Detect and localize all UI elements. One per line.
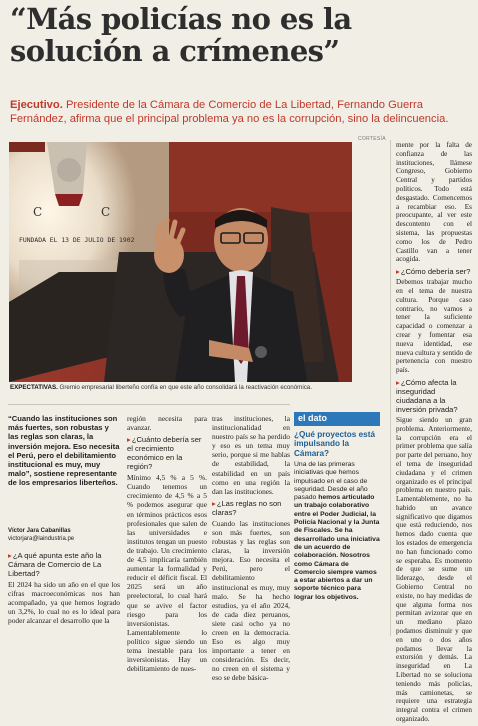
answer-4: Debemos trabajar mucho en el tema de nuestra cultura. Porque caso contrario, no vamos a tener la suficiente capacidad o comenzar a crear y fomentar esa nueva identidad, ese nueva cultura y sentido de pertenencia con nuestro país. [396,278,472,375]
lead-kicker: Ejecutivo. [10,99,63,111]
article-photo [9,142,352,382]
section-divider [8,404,290,405]
question-4: ▸ ¿Cómo debería ser? [396,267,472,276]
answer-1-continued: región necesita para avanzar. [127,414,207,433]
answer-2: Mínimo 4,5 % a 5 %. Cuando tenemos un crecimiento de 4,5 % a 5 % podemos asegurar que en términos prácticos esos profesionales que salen de las universidades e institutos tengan un puesto de trabajo. Un crecimiento de 4,5 implicaría también aumentar la formalidad y reducir el déficit fiscal. El 2025 será un año preelectoral, lo cual hará que se avive el factor riesgo para los inversionistas. Lamentablemente lo político sigue siendo un tema inestable para los inversionistas. Hay un debilitamiento de nues- [127,473,207,674]
headline-line-1: “Más policías no es la [10,2,352,36]
question-1: ▸ ¿A qué apunta este año la Cámara de Comercio de La Libertad? [8,551,120,578]
question-2: ▸ ¿Cuánto debería ser el crecimiento económico en la región? [127,435,207,471]
crest-letter-left: C [33,205,43,219]
dato-body [294,461,380,602]
lead-text: Presidente de la Cámara de Comercio de La Libertad, Fernando Guerra Fernández, afirma que el principal problema ya no es la corrupción, sino la delincuencia. [10,99,449,125]
lead-paragraph [10,98,472,126]
column-divider [390,140,391,636]
article-column-4 [396,141,472,726]
author-name: Víctor Jara Cabanillas [8,528,71,534]
dato-header-label: el dato [298,413,328,423]
dato-header [294,412,380,426]
answer-5: Sigue siendo un gran problema. Anteriormente, la corrupción era el primer problema que salía por parte del peruano, hoy el tema de inseguridad ciudadana y el crimen organizado es el principal problema en nuestro país. Lamentablemente, no ha habido un avance significativo que digamos que está reduciendo, nos hemos dado cuenta que los estados de emergencia no han funcionado como se esperaba. Es momento de que se sume un liderazgo, desde el Gobierno Central no existe, no hay medidas de que alguna forma nos permitan avizorar que en un mediano plazo podamos disminuir y que en uno o dos años podamos llevar la extorsión y demás. La inseguridad en La Libertad no se soluciona teniendo más policías, más camionetas, se requiere una estrategia integral contra el crimen organizado. [396,415,472,724]
answer-3: Cuando las instituciones son más fuertes, son robustas y las reglas son claras, la inversión mejora. Eso necesita el Perú, pero el debilitamiento institucional es muy, muy malo. Se ha hecho estudios, ya el año 2024, de cada diez peruanos, siete casi ocho ya no creen en la democracia. Eso es algo muy importante a tener en consideración. Es decir, no creen en el sistema y eso se debe básica- [212,518,290,683]
photo-credit: CORTESÍA [358,136,386,142]
answer-3-continued: mente por la falta de confianza de las instituciones, llámese Congreso, Gobierno Central y partidos políticos. Todo está desgastado. Comencemos a recambiar eso. Es preocupante, al ver este descontento con el sistema, las propuestas como los de Pedro Castillo van a tener acogida. [396,141,472,264]
question-3: ▸ ¿Las reglas no son claras? [212,499,290,517]
article-column-1 [8,548,120,627]
dato-body-highlight: hemos articulado un trabajo colaborativo entre el Poder Judicial, la Policía Nacional y la Junta de Fiscales. Se ha desarrollado una iniciativa de un acuerdo de colaboración. Nosotros como Cámara de Comercio siempre vamos a estar abiertos a dar un soporte técnico para lograr los objetivos. [294,494,380,601]
pull-quote: “Cuando las instituciones son más fuertes, son robustas y las reglas son claras, la inversión mejora. Eso necesita el Perú, pero el debilitamiento institucional es muy, muy malo”, sostiene representante de los empresarios liberteños. [8,414,120,488]
author-email: victorjara@laindustria.pe [8,536,75,542]
answer-1: El 2024 ha sido un año en el que los cifras macroeconómicas nos han acompañado, ya que hemos logrado un 3,2%, lo cual no es lo ideal para poder alcanzar el desarrollo que la [8,580,120,626]
caption-label: EXPECTATIVAS. [10,384,58,391]
answer-2-continued: tras instituciones, la institucionalidad en nuestro país se ha perdido y eso es un tema muy serio, porque si me hablas de estabilidad, la estabilidad en un país como en una región la dan las instituciones. [212,414,290,496]
caption-text: Gremio empresarial liberteño confía en que este año consolidará la reactivación económica. [57,384,312,391]
question-5: ▸ ¿Cómo afecta la inseguridad ciudadana a la inversión privada? [396,378,472,414]
byline [8,527,120,543]
photo-illustration [9,142,352,382]
photo-caption [10,384,355,392]
wall-inscription: FUNDADA EL 13 DE JULIO DE 1902 [19,236,135,244]
article-column-2 [127,414,207,675]
crest-letter-right: C [101,205,111,219]
headline [10,3,472,67]
article-column-3 [212,414,290,685]
headline-line-2: solución a crímenes” [10,34,340,68]
dato-title: ¿Qué proyectos está impulsando la Cámara? [294,430,375,458]
dato-body-intro: Una de las primeras iniciativas que hemos impulsado en el caso de seguridad. Desde el año pasado [294,461,368,502]
